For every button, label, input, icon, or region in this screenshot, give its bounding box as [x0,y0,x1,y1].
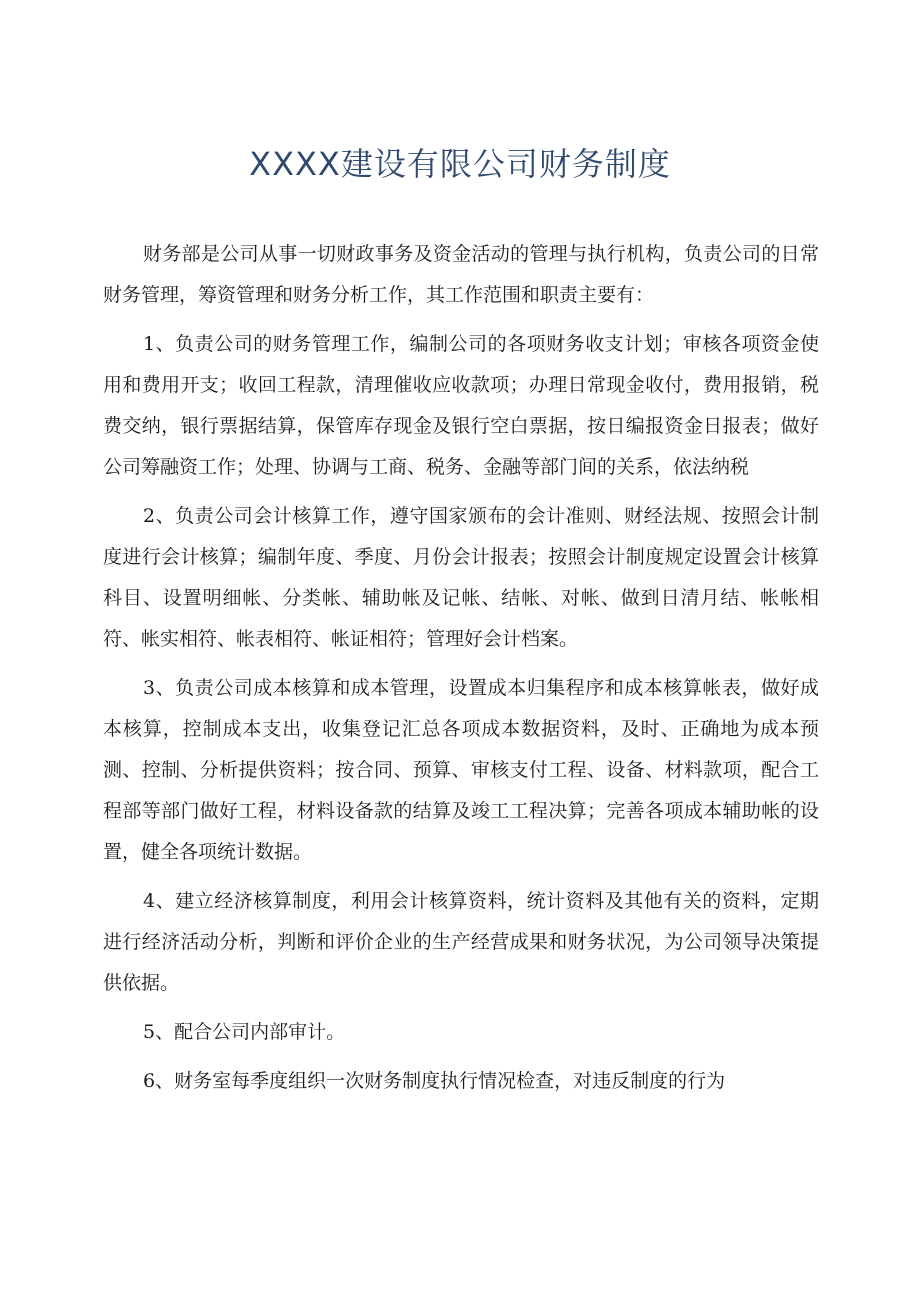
paragraph-item-1: 1、负责公司的财务管理工作，编制公司的各项财务收支计划；审核各项资金使用和费用开支；收回工程款，清理催收应收款项；办理日常现金收付，费用报销，税费交纳，银行票据结算，保管库存现金及银行空白票据，按日编报资金日报表；做好公司筹融资工作；处理、协调与工商、税务、金融等部门间的关系，依法纳税 [103,333,819,478]
paragraph-intro: 财务部是公司从事一切财政事务及资金活动的管理与执行机构，负责公司的日常财务管理，筹资管理和财务分析工作，其工作范围和职责主要有： [103,243,819,306]
paragraph-item-2: 2、负责公司会计核算工作，遵守国家颁布的会计准则、财经法规、按照会计制度进行会计核算；编制年度、季度、月份会计报表；按照会计制度规定设置会计核算科目、设置明细帐、分类帐、辅助帐及记帐、结帐、对帐、做到日清月结、帐帐相符、帐实相符、帐表相符、帐证相符；管理好会计档案。 [103,505,819,650]
paragraph-item-5: 5、配合公司内部审计。 [143,1021,346,1043]
document-body [103,234,819,1102]
document-title: XXXX建设有限公司财务制度 [249,145,671,183]
paragraph-item-4: 4、建立经济核算制度，利用会计核算资料，统计资料及其他有关的资料，定期进行经济活动分析，判断和评价企业的生产经营成果和财务状况，为公司领导决策提供依据。 [103,890,819,994]
paragraph-item-3: 3、负责公司成本核算和成本管理，设置成本归集程序和成本核算帐表，做好成本核算，控制成本支出，收集登记汇总各项成本数据资料，及时、正确地为成本预测、控制、分析提供资料；按合同、预算、审核支付工程、设备、材料款项，配合工程部等部门做好工程，材料设备款的结算及竣工工程决算；完善各项成本辅助帐的设置，健全各项统计数据。 [103,677,819,863]
paragraph-item-6: 6、财务室每季度组织一次财务制度执行情况检查，对违反制度的行为 [143,1070,726,1092]
